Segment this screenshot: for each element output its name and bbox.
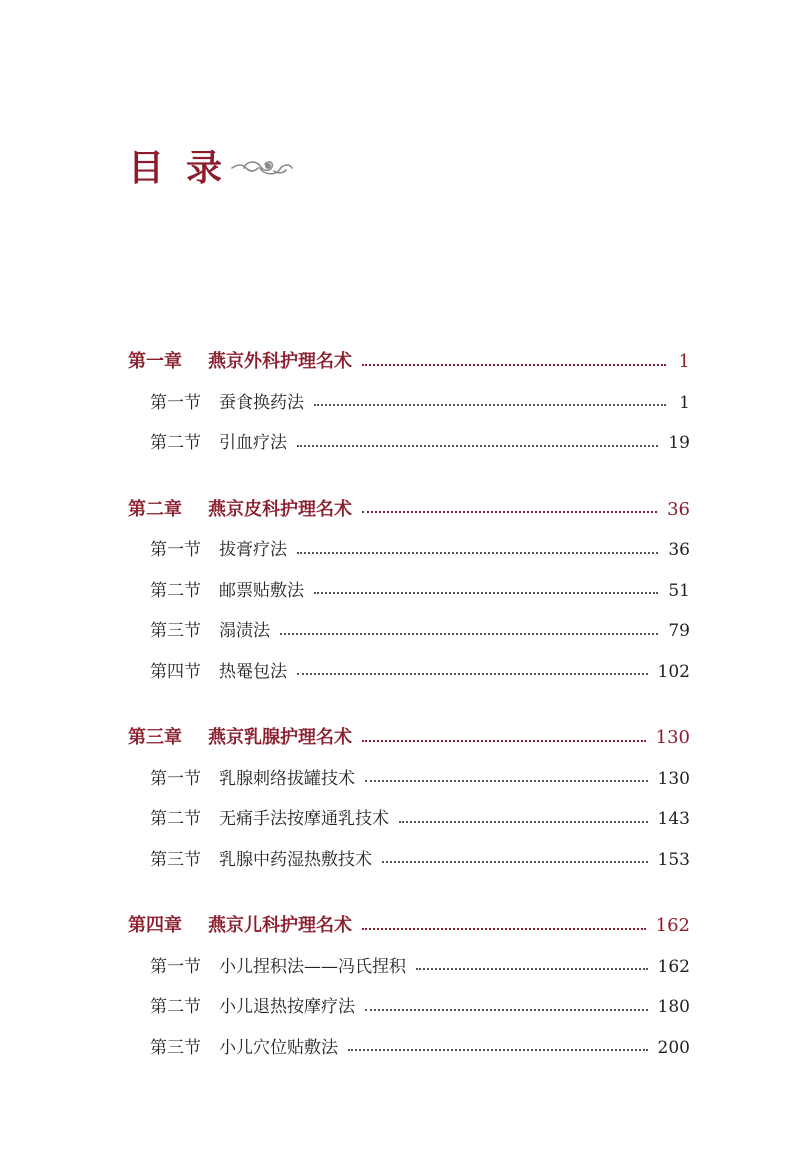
heading-char-2: 录 xyxy=(186,147,223,189)
section-label: 第二节 xyxy=(150,580,201,601)
section-title: 无痛手法按摩通乳技术 xyxy=(219,809,389,829)
section-label: 第一节 xyxy=(150,540,201,560)
section-label: 第四节 xyxy=(150,661,201,682)
section-title: 热罨包法 xyxy=(219,661,287,682)
chapter-page-number: 1 xyxy=(678,351,690,372)
dot-leader xyxy=(365,779,648,782)
chapter-label: 第三章 xyxy=(128,727,182,748)
chapter-page-number: 130 xyxy=(655,727,690,748)
dot-leader xyxy=(297,551,658,554)
section-title: 小儿退热按摩疗法 xyxy=(219,997,355,1017)
dot-leader xyxy=(362,739,646,742)
section-entry[interactable] xyxy=(128,611,690,652)
section-entry[interactable] xyxy=(128,799,690,840)
section-page-number: 180 xyxy=(657,997,690,1017)
chapter-title: 燕京皮科护理名术 xyxy=(208,498,352,520)
section-title: 蚕食换药法 xyxy=(219,392,304,413)
dot-leader xyxy=(365,1008,648,1011)
section-label: 第一节 xyxy=(150,956,201,977)
chapter-block xyxy=(128,342,690,464)
chapter-page-number: 36 xyxy=(667,498,690,520)
chapter-title: 燕京儿科护理名术 xyxy=(208,915,352,936)
chapter-title: 燕京乳腺护理名术 xyxy=(208,727,352,748)
chapter-entry[interactable] xyxy=(128,490,690,531)
chapter-title: 燕京外科护理名术 xyxy=(208,351,352,372)
chapter-block xyxy=(128,718,690,880)
section-label: 第一节 xyxy=(150,392,201,413)
dot-leader xyxy=(314,591,658,594)
section-title: 乳腺刺络拔罐技术 xyxy=(219,768,355,789)
section-page-number: 36 xyxy=(668,540,690,560)
section-label: 第三节 xyxy=(150,1037,201,1058)
dot-leader xyxy=(348,1048,648,1051)
section-label: 第一节 xyxy=(150,768,201,789)
chapter-label: 第一章 xyxy=(128,351,182,372)
section-label: 第二节 xyxy=(150,433,201,453)
chapter-entry[interactable] xyxy=(128,906,690,947)
chapter-page-number: 162 xyxy=(655,915,690,936)
scroll-ornament-icon xyxy=(230,155,294,181)
section-entry[interactable] xyxy=(128,530,690,571)
section-page-number: 153 xyxy=(657,849,690,870)
dot-leader xyxy=(382,860,648,863)
section-entry[interactable] xyxy=(128,571,690,612)
section-page-number: 162 xyxy=(657,956,690,977)
section-title: 乳腺中药湿热敷技术 xyxy=(219,849,372,870)
section-title: 小儿捏积法——冯氏捏积 xyxy=(219,956,406,977)
dot-leader xyxy=(362,363,666,366)
table-of-contents xyxy=(128,342,690,1094)
section-title: 小儿穴位贴敷法 xyxy=(219,1037,338,1058)
section-title: 引血疗法 xyxy=(219,433,287,453)
section-label: 第三节 xyxy=(150,621,201,641)
heading-char-1: 目 xyxy=(128,147,165,189)
chapter-block xyxy=(128,906,690,1068)
section-label: 第二节 xyxy=(150,997,201,1017)
chapter-label: 第四章 xyxy=(128,915,182,936)
dot-leader xyxy=(297,672,648,675)
section-page-number: 143 xyxy=(657,809,690,829)
dot-leader xyxy=(362,510,657,513)
section-page-number: 130 xyxy=(657,768,690,789)
dot-leader xyxy=(297,444,658,447)
section-label: 第二节 xyxy=(150,809,201,829)
section-page-number: 19 xyxy=(668,433,690,453)
section-page-number: 79 xyxy=(668,621,690,641)
dot-leader xyxy=(362,927,646,930)
section-title: 拔膏疗法 xyxy=(219,540,287,560)
chapter-block xyxy=(128,490,690,693)
dot-leader xyxy=(280,632,658,635)
section-entry[interactable] xyxy=(128,1028,690,1069)
chapter-label: 第二章 xyxy=(128,498,182,520)
chapter-entry[interactable] xyxy=(128,718,690,759)
chapter-entry[interactable] xyxy=(128,342,690,383)
section-page-number: 200 xyxy=(657,1037,690,1058)
dot-leader xyxy=(314,403,666,406)
section-entry[interactable] xyxy=(128,423,690,464)
section-entry[interactable] xyxy=(128,987,690,1028)
dot-leader xyxy=(399,820,648,823)
section-page-number: 102 xyxy=(657,661,690,682)
section-page-number: 51 xyxy=(668,580,690,601)
section-entry[interactable] xyxy=(128,840,690,881)
section-entry[interactable] xyxy=(128,383,690,424)
section-page-number: 1 xyxy=(679,392,690,413)
section-title: 溻渍法 xyxy=(219,621,270,641)
section-entry[interactable] xyxy=(128,947,690,988)
toc-heading xyxy=(128,140,294,191)
section-entry[interactable] xyxy=(128,652,690,693)
section-title: 邮票贴敷法 xyxy=(219,580,304,601)
section-label: 第三节 xyxy=(150,849,201,870)
section-entry[interactable] xyxy=(128,759,690,800)
dot-leader xyxy=(416,967,648,970)
